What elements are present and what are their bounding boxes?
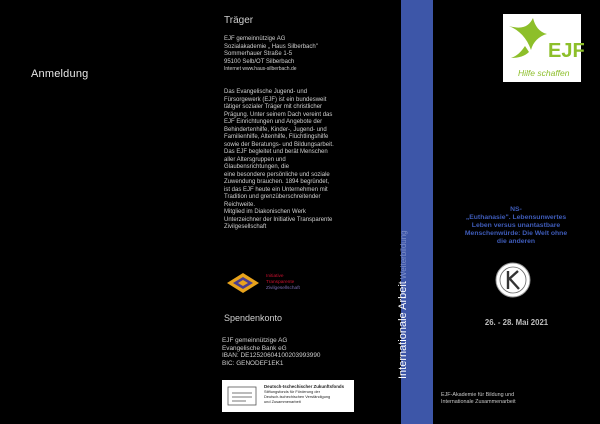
traeger-description (224, 89, 396, 232)
middle-panel (218, 0, 401, 424)
description-line: Unterzeichner der Initiative Transparente (224, 216, 333, 223)
description-line: sowie der Beratungs- und Bildungsarbeit. (224, 141, 334, 148)
ejf-logo (503, 14, 585, 82)
description-line: Fürsorgewerk (EJF) ist ein bundesweit (224, 96, 327, 103)
description-line: Zuwendung brauchen. 1894 begründet, (224, 179, 330, 185)
event-title (441, 206, 591, 246)
blue-vertical-bar (397, 0, 433, 424)
vertical-faded-text: Weiterbildung (399, 230, 408, 280)
iban-line: IBAN: DE12520604100203993990 (222, 352, 321, 360)
left-panel (0, 0, 218, 424)
right-panel (433, 0, 600, 424)
dove-icon (505, 16, 549, 62)
zukunftsfonds-emblem-icon (226, 384, 258, 408)
description-line: Glaubensrichtungen, die (224, 164, 290, 170)
anmeldung-heading: Anmeldung (31, 68, 89, 80)
title-line: die anderen (496, 238, 536, 245)
title-line: „Euthanasie". Lebensunwertes (465, 214, 567, 221)
description-line: Prägung. Unter seinem Dach vereint das (224, 111, 333, 118)
description-line: Familienhilfe, Altenhilfe, Flüchtlingshilfe (224, 134, 329, 140)
description-line: tätiger sozialer Träger mit christlicher (224, 104, 323, 110)
description-line: Das Evangelische Jugend- und (224, 89, 308, 95)
traeger-address (224, 36, 318, 74)
address-line: EJF gemeinnützige AG (224, 36, 286, 42)
transparente-zivilgesellschaft-logo (226, 270, 346, 300)
ejf-slogan: Hilfe schaffen (518, 68, 570, 78)
bank-line: Evangelische Bank eG (222, 344, 287, 352)
description-line: aller Altersgruppen und (224, 156, 286, 163)
description-line: EJF Einrichtungen und Angebote der (224, 119, 323, 125)
traeger-heading: Träger (224, 15, 254, 26)
spendenkonto-heading: Spendenkonto (224, 313, 283, 323)
academy-footer: EJF-Akademie für Bildung und Internationale Zusammenarbeit (441, 392, 516, 405)
title-line: NS- (510, 206, 522, 213)
zukunftsfonds-logo (222, 380, 354, 412)
address-line: 95100 Selb/OT Silberbach (224, 58, 295, 65)
description-line: Das EJF begleitet und berät Menschen (224, 149, 328, 155)
description-line: ist das EJF heute ein Unternehmen mit (224, 186, 328, 193)
event-date: 26. - 28. Mai 2021 (484, 318, 549, 327)
zukunftsfonds-text: Deutsch-tschechischer Zukunftsfonds Stiftungsfonds für Förderung der Deutsch-tschechischen Verständigung und Zusammenarbeit (264, 384, 345, 404)
itz-logo-text: Initiative Transparente Zivilgesellschaft (266, 274, 300, 291)
description-line: Behindertenhilfe, Kinder-, Jugend- und (224, 126, 327, 133)
vertical-main-text: Internationale Arbeit (397, 281, 409, 379)
description-line: Tradition und grenzüberschreitender (224, 194, 321, 200)
itz-emblem-icon (226, 272, 260, 294)
description-line: Mitglied im Diakonischen Werk (224, 209, 306, 215)
bic-line: BIC: GENODEF1EK1 (222, 360, 284, 368)
description-line: Zivilgesellschaft (224, 224, 267, 230)
address-line: Sozialakademie „ Haus Silberbach" (224, 43, 318, 50)
description-line: eine besondere persönliche und soziale (224, 171, 330, 178)
title-line: Menschenwürde: Die Welt ohne (464, 230, 568, 237)
ejf-logo-text: EJF (548, 40, 585, 62)
bank-line: EJF gemeinnützige AG (222, 337, 288, 344)
bank-details (222, 337, 320, 368)
vertical-caption (397, 230, 409, 379)
description-line: Reichweite. (224, 201, 256, 208)
title-line: Leben versus unantastbare (471, 222, 561, 229)
address-line: Sommerhauer Straße 1-5 (224, 51, 293, 58)
website-link[interactable]: Internet www.haus-silberbach.de (224, 66, 297, 73)
k-emblem-icon (495, 262, 531, 298)
